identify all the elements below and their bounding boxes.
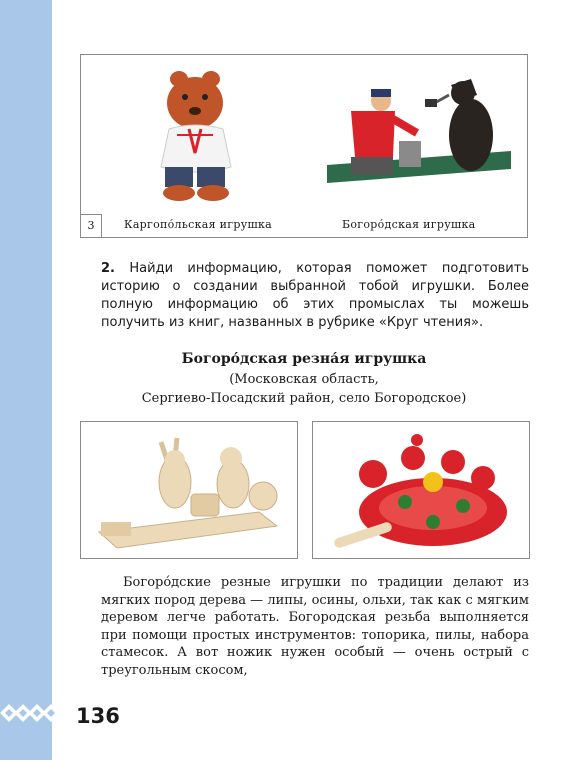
body-paragraph xyxy=(101,574,529,680)
body-text: Богоро́дские резные игрушки по традиции делают из мягких пород дерева — липы, осины, ольхи, так как с мягким деревом легче работать. Богородская резьба выполняется при помощи простых инструментов: топорика, пилы, набора стамесок. А вот ножик нужен особый — очень острый с треугольным скосом, xyxy=(101,575,529,678)
kargopol-bear-image xyxy=(151,69,251,205)
margin-stripe xyxy=(0,0,52,760)
diamond-ornament-icon xyxy=(0,702,60,724)
photo-carved-bears xyxy=(80,421,298,559)
location-line-1: (Московская область, xyxy=(229,372,379,387)
carved-wooden-toy-image xyxy=(81,422,297,558)
figure-number: 3 xyxy=(80,214,102,238)
painted-chicken-toy-image xyxy=(313,422,529,558)
task-text: Найди информацию, которая поможет подготовить историю о создании выбранной тобой игрушки. Более полную информацию об этих промыслах ты можешь получить из книг, названных в рубрике «Круг чтения». xyxy=(101,261,529,330)
task-paragraph xyxy=(101,260,529,332)
figure-toys xyxy=(80,54,528,238)
caption-bogorodsk: Богоро́дская игрушка xyxy=(342,218,476,231)
task-number: 2. xyxy=(101,261,115,276)
section-location xyxy=(80,370,528,408)
page-number: 136 xyxy=(76,704,120,728)
bogorodsk-toy-image xyxy=(321,75,517,199)
location-line-2: Сергиево-Посадский район, село Богородское) xyxy=(141,391,467,406)
section-title: Богоро́дская резна́я игрушка xyxy=(181,351,427,367)
caption-kargopol: Каргопо́льская игрушка xyxy=(124,218,273,231)
photo-painted-chickens xyxy=(312,421,530,559)
